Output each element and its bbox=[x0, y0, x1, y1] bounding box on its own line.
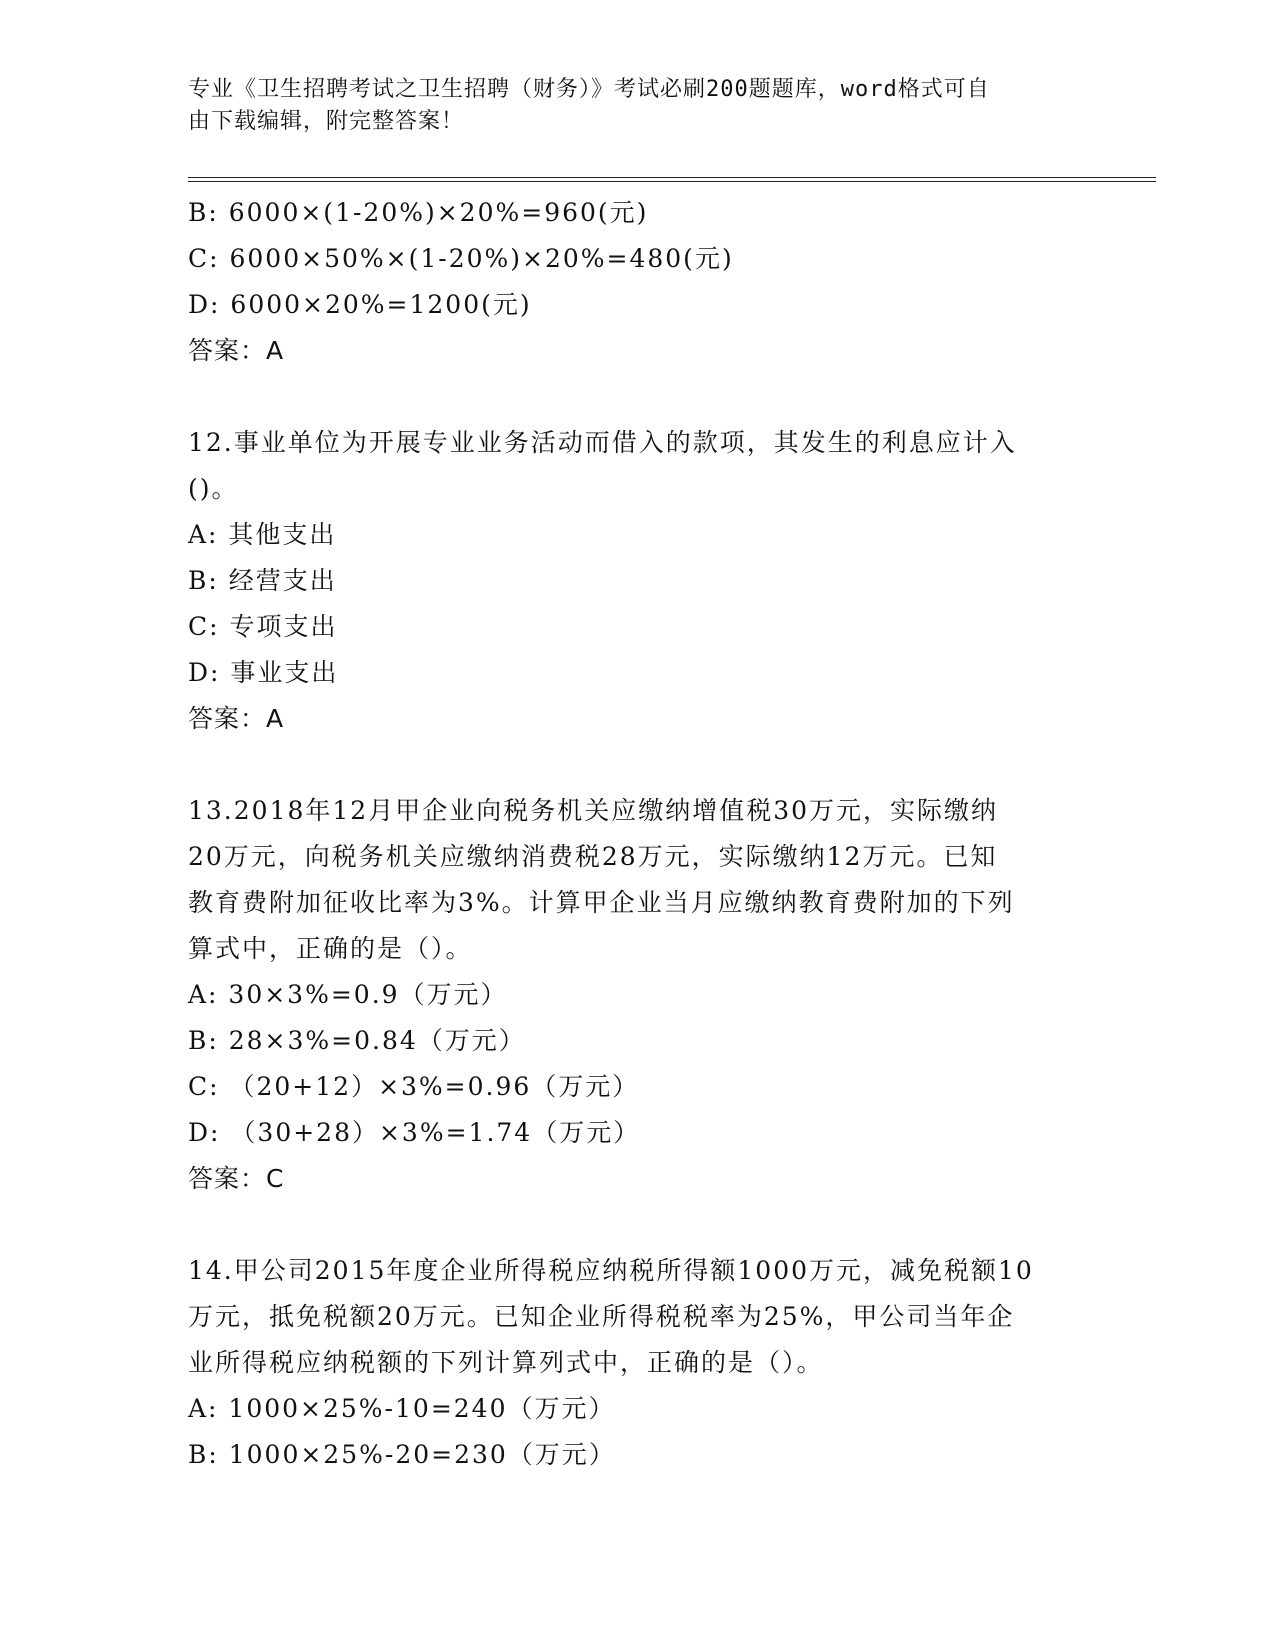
header-divider-top bbox=[188, 177, 1156, 178]
q12-option-a: A: 其他支出 bbox=[188, 520, 337, 549]
q14-stem-line-2: 万元，抵免税额20万元。已知企业所得税税率为25%，甲公司当年企 bbox=[188, 1302, 1015, 1331]
q13-option-d: D: （30+28）×3%=1.74（万元） bbox=[188, 1118, 641, 1147]
q11-option-d: D: 6000×20%=1200(元) bbox=[188, 290, 532, 319]
q13-option-a: A: 30×3%=0.9（万元） bbox=[188, 980, 508, 1009]
q13-stem-line-3: 教育费附加征收比率为3%。计算甲企业当月应缴纳教育费附加的下列 bbox=[188, 888, 1015, 917]
q13-option-b: B: 28×3%=0.84（万元） bbox=[188, 1026, 526, 1055]
document-header bbox=[188, 74, 1068, 138]
q13-answer: 答案：C bbox=[188, 1164, 285, 1193]
q12-stem-line-2: ()。 bbox=[188, 474, 239, 503]
question-content bbox=[188, 190, 1088, 1478]
q11-option-c: C: 6000×50%×(1-20%)×20%=480(元) bbox=[188, 244, 734, 273]
q13-stem-line-2: 20万元，向税务机关应缴纳消费税28万元，实际缴纳12万元。已知 bbox=[188, 842, 998, 871]
spacer bbox=[188, 374, 1088, 420]
q13-option-c: C: （20+12）×3%=0.96（万元） bbox=[188, 1072, 640, 1101]
q12-option-c: C: 专项支出 bbox=[188, 612, 338, 641]
q14-stem-line-3: 业所得税应纳税额的下列计算列式中，正确的是（）。 bbox=[188, 1348, 824, 1377]
q12-stem-line-1: 12.事业单位为开展专业业务活动而借入的款项，其发生的利息应计入 bbox=[188, 428, 1017, 457]
q13-stem-line-4: 算式中，正确的是（）。 bbox=[188, 934, 473, 963]
header-divider-bottom bbox=[188, 181, 1156, 182]
q12-answer: 答案：A bbox=[188, 704, 285, 733]
header-line-2: 由下载编辑，附完整答案！ bbox=[188, 109, 465, 134]
q14-stem-line-1: 14.甲公司2015年度企业所得税应纳税所得额1000万元，减免税额10 bbox=[188, 1256, 1034, 1285]
q13-stem-line-1: 13.2018年12月甲企业向税务机关应缴纳增值税30万元，实际缴纳 bbox=[188, 796, 999, 825]
spacer bbox=[188, 1202, 1088, 1248]
q11-option-b: B: 6000×(1-20%)×20%=960(元) bbox=[188, 198, 649, 227]
q12-option-d: D: 事业支出 bbox=[188, 658, 339, 687]
spacer bbox=[188, 742, 1088, 788]
q14-option-a: A: 1000×25%-10=240（万元） bbox=[188, 1394, 616, 1423]
q14-option-b: B: 1000×25%-20=230（万元） bbox=[188, 1440, 616, 1469]
header-line-1: 专业《卫生招聘考试之卫生招聘（财务）》考试必刷200题题库，word格式可自 bbox=[188, 77, 990, 102]
q12-option-b: B: 经营支出 bbox=[188, 566, 337, 595]
q11-answer: 答案：A bbox=[188, 336, 285, 365]
